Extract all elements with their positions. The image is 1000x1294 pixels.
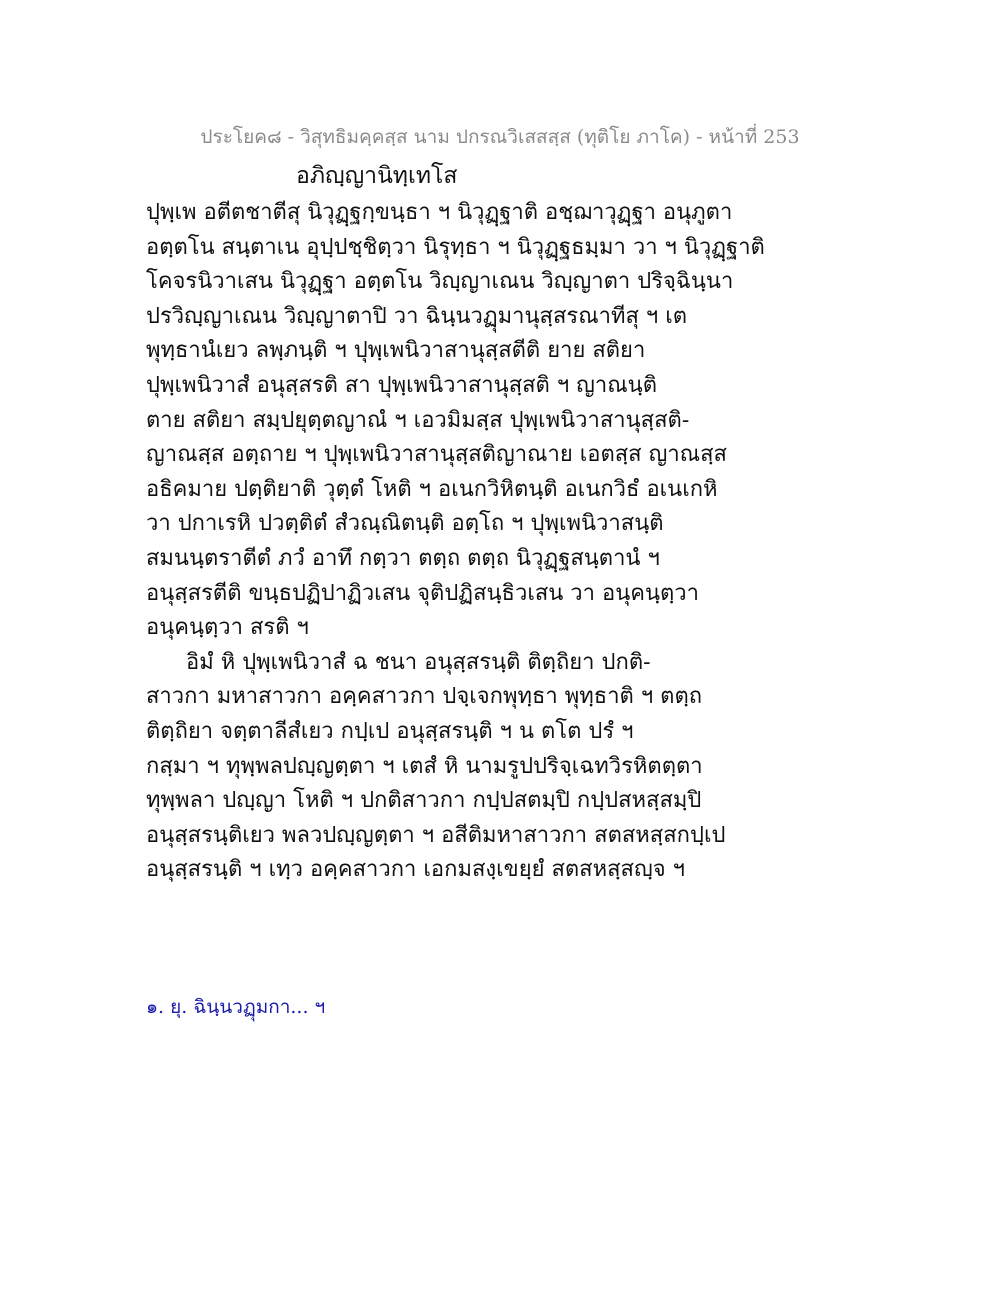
- footnote: ๑. ยุ. ฉินฺนวฏุมกา... ฯ: [146, 996, 326, 1018]
- text-line: อนุสฺสรตีติ ขนฺธปฏิปาฏิวเสน จุติปฏิสนฺธิวเสน วา อนุคนฺตฺวา: [146, 580, 699, 606]
- body-text: [146, 196, 866, 888]
- text-line: อนุสฺสรนฺติเยว พลวปญฺญตฺตา ฯ อสีติมหาสาวกา สตสหสฺสกปฺเป: [146, 822, 726, 848]
- text-line: อิมํ หิ ปุพฺเพนิวาสํ ฉ ชนา อนุสฺสรนฺติ ติตฺถิยา ปกติ-: [186, 649, 651, 675]
- text-line: กสฺมา ฯ ทุพฺพลปญฺญตฺตา ฯ เตสํ หิ นามรูปปริจฺเฉทวิรหิตตฺตา: [146, 753, 703, 779]
- text-line: วา ปกาเรหิ ปวตฺติตํ สํวณฺณิตนฺติ อตฺโถ ฯ ปุพฺเพนิวาสนฺติ: [146, 511, 664, 537]
- text-line: สาวกา มหาสาวกา อคฺคสาวกา ปจฺเจกพุทฺธา พุทฺธาติ ฯ ตตฺถ: [146, 684, 703, 710]
- text-line: อธิคมาย ปตฺติยาติ วุตฺตํ โหติ ฯ อเนกวิหิตนฺติ อเนกวิธํ อเนเกหิ: [146, 476, 718, 502]
- text-line: ปุพฺเพ อตีตชาตีสุ นิวุฏฺฐกฺขนฺธา ฯ นิวุฏฺฐาติ อชฺฌาวุฏฺฐา อนุภูตา: [146, 200, 733, 225]
- text-line: โคจรนิวาเสน นิวุฏฺฐา อตฺตโน วิญฺญาเณน วิญฺญาตา ปริจฺฉินฺนา: [146, 269, 734, 295]
- text-line: ทุพฺพลา ปญฺญา โหติ ฯ ปกติสาวกา กปฺปสตมฺปิ กปฺปสหสฺสมฺปิ: [146, 788, 702, 814]
- text-line: ติตฺถิยา จตฺตาลีสํเยว กปฺเป อนุสฺสรนฺติ ฯ น ตโต ปรํ ฯ: [146, 718, 634, 744]
- text-line: ญาณสฺส อตฺถาย ฯ ปุพฺเพนิวาสานุสฺสติญาณาย เอตสฺส ญาณสฺส: [146, 442, 727, 468]
- paragraph-1: [146, 196, 866, 646]
- paragraph-2: [146, 646, 866, 888]
- text-line: อตฺตโน สนฺตาเน อุปฺปชฺชิตฺวา นิรุทฺธา ฯ นิวุฏฺฐธมฺมา วา ฯ นิวุฏฺฐาติ: [146, 234, 765, 260]
- text-line: ปุพฺเพนิวาสํ อนุสฺสรติ สา ปุพฺเพนิวาสานุสฺสติ ฯ ญาณนฺติ: [146, 372, 658, 398]
- section-heading: อภิญฺญานิทฺเทโส: [296, 163, 458, 189]
- text-line: สมนนฺตราตีตํ ภวํ อาทึ กตฺวา ตตฺถ ตตฺถ นิวุฏฺฐสนฺตานํ ฯ: [146, 545, 660, 571]
- text-line: อนุคนฺตฺวา สรติ ฯ: [146, 615, 309, 641]
- text-line: พุทฺธานํเยว ลพฺภนฺติ ฯ ปุพฺเพนิวาสานุสฺสตีติ ยาย สติยา: [146, 338, 646, 364]
- page-header: ประโยค๘ - วิสุทธิมคฺคสฺส นาม ปกรณวิเสสสฺส (ทุติโย ภาโค) - หน้าที่ 253: [200, 126, 800, 148]
- text-line: ตาย สติยา สมฺปยุตฺตญาณํ ฯ เอวมิมสฺส ปุพฺเพนิวาสานุสฺสติ-: [146, 407, 690, 433]
- text-line: อนุสฺสรนฺติ ฯ เทฺว อคฺคสาวกา เอกมสงฺเขยฺยํ สตสหสฺสญฺจ ฯ: [146, 857, 685, 883]
- text-line: ปรวิญฺญาเณน วิญฺญาตาปิ วา ฉินฺนวฏุมานุสฺสรณาทีสุ ฯ เต: [146, 303, 688, 329]
